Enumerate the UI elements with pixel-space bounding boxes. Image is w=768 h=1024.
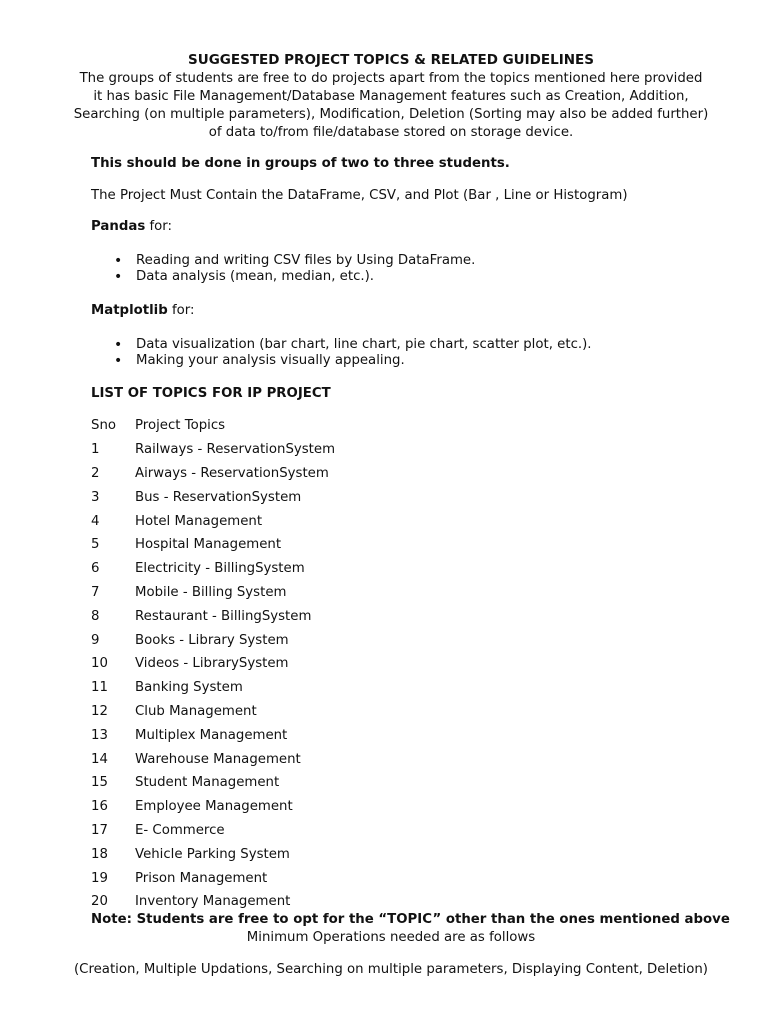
pandas-heading xyxy=(91,218,172,236)
document-title: SUGGESTED PROJECT TOPICS & RELATED GUIDELINES xyxy=(188,52,594,68)
min-operations-line: Minimum Operations needed are as follows xyxy=(246,930,536,945)
topic-name: Railways - ReservationSystem xyxy=(135,442,336,458)
topic-sno: 10 xyxy=(91,656,108,672)
topic-name: Electricity - BillingSystem xyxy=(135,561,305,577)
topic-name: Videos - LibrarySystem xyxy=(135,656,289,672)
topic-sno: 12 xyxy=(91,703,108,719)
topic-sno: 4 xyxy=(91,513,100,529)
table-row xyxy=(91,438,335,462)
topic-name: Club Management xyxy=(135,703,257,719)
topics-list-heading: LIST OF TOPICS FOR IP PROJECT xyxy=(91,386,331,401)
topic-name: Restaurant - BillingSystem xyxy=(135,608,312,624)
intro-line: it has basic File Management/Database Management features such as Creation, Addition, xyxy=(93,89,689,104)
topic-note: Note: Students are free to opt for the “TOPIC” other than the ones mentioned above xyxy=(91,912,730,927)
operations-list: (Creation, Multiple Updations, Searching on multiple parameters, Displaying Content, Deletion) xyxy=(73,962,708,977)
topic-name: Books - Library System xyxy=(135,632,289,648)
table-row xyxy=(91,676,335,700)
topic-sno: 3 xyxy=(91,489,100,505)
list-item: • Data visualization (bar chart, line chart, pie chart, scatter plot, etc.). xyxy=(114,337,592,353)
topic-sno: 13 xyxy=(91,727,108,743)
topic-sno: 7 xyxy=(91,584,100,600)
table-row xyxy=(91,604,335,628)
topic-sno: 8 xyxy=(91,608,100,624)
topics-table xyxy=(91,414,335,914)
table-row xyxy=(91,700,335,724)
table-row xyxy=(91,628,335,652)
table-row xyxy=(91,795,335,819)
project-requirements: The Project Must Contain the DataFrame, CSV, and Plot (Bar , Line or Histogram) xyxy=(91,188,628,203)
topic-name: Multiplex Management xyxy=(135,727,288,743)
matplotlib-label: Matplotlib xyxy=(91,303,168,318)
table-row xyxy=(91,557,335,581)
table-row xyxy=(91,485,335,509)
topic-name: Hospital Management xyxy=(135,537,282,553)
list-item: • Data analysis (mean, median, etc.). xyxy=(114,269,475,285)
topic-name: Warehouse Management xyxy=(135,751,301,767)
topic-sno: 6 xyxy=(91,561,100,577)
table-row xyxy=(91,533,335,557)
list-item: • Making your analysis visually appealing. xyxy=(114,353,592,369)
table-row xyxy=(91,652,335,676)
matplotlib-bullet-list xyxy=(114,337,592,369)
topic-sno: 19 xyxy=(91,870,108,886)
group-note: This should be done in groups of two to three students. xyxy=(91,156,510,171)
topic-name: Airways - ReservationSystem xyxy=(135,465,329,481)
topic-name: Inventory Management xyxy=(135,894,291,910)
table-row xyxy=(91,462,335,486)
pandas-bullet-list xyxy=(114,253,475,285)
table-row xyxy=(91,723,335,747)
topic-name: Student Management xyxy=(135,775,280,791)
intro-paragraph xyxy=(0,70,768,142)
topic-name: Employee Management xyxy=(135,799,293,815)
topic-sno: 5 xyxy=(91,537,100,553)
matplotlib-heading xyxy=(91,302,195,320)
topic-sno: 20 xyxy=(91,894,108,910)
topic-sno: 14 xyxy=(91,751,108,767)
table-row xyxy=(91,819,335,843)
topic-name: Bus - ReservationSystem xyxy=(135,489,302,505)
table-row xyxy=(91,747,335,771)
table-row xyxy=(91,509,335,533)
table-row xyxy=(91,771,335,795)
table-row xyxy=(91,842,335,866)
table-row xyxy=(91,581,335,605)
matplotlib-suffix: for: xyxy=(167,303,195,318)
pandas-label: Pandas xyxy=(91,219,146,234)
pandas-suffix: for: xyxy=(145,219,172,234)
topic-sno: 18 xyxy=(91,846,108,862)
table-row xyxy=(91,866,335,890)
table-header-row xyxy=(91,414,335,438)
topic-header: Project Topics xyxy=(135,418,226,434)
topic-sno: 9 xyxy=(91,632,100,648)
intro-line: The groups of students are free to do projects apart from the topics mentioned here provided xyxy=(79,71,703,86)
topic-name: Hotel Management xyxy=(135,513,263,529)
topic-sno: 1 xyxy=(91,442,100,458)
topic-name: Vehicle Parking System xyxy=(135,846,290,862)
topic-sno: 2 xyxy=(91,465,100,481)
list-item: • Reading and writing CSV files by Using DataFrame. xyxy=(114,253,475,269)
topic-sno: 16 xyxy=(91,799,108,815)
topic-name: Banking System xyxy=(135,680,243,696)
intro-line: of data to/from file/database stored on storage device. xyxy=(208,125,574,140)
intro-line: Searching (on multiple parameters), Modification, Deletion (Sorting may also be added further) xyxy=(73,107,709,122)
topic-sno: 15 xyxy=(91,775,108,791)
topic-sno: 11 xyxy=(91,680,108,696)
topic-name: E- Commerce xyxy=(135,822,225,838)
topic-rows xyxy=(91,438,335,914)
sno-header: Sno xyxy=(91,418,117,434)
topic-name: Mobile - Billing System xyxy=(135,584,287,600)
topic-sno: 17 xyxy=(91,822,108,838)
topic-name: Prison Management xyxy=(135,870,268,886)
